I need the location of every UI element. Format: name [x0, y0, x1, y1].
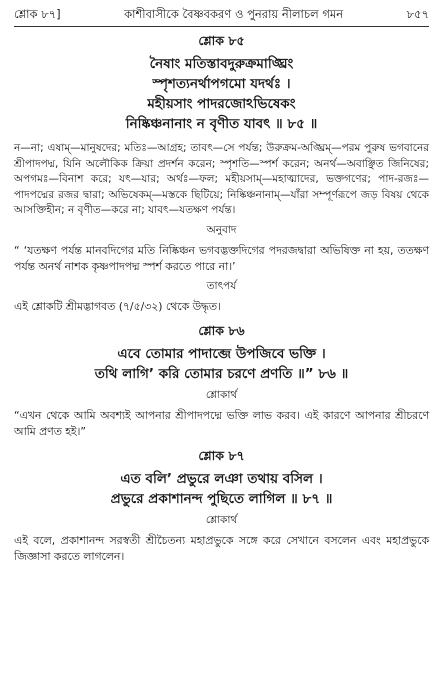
- verse-section-85: [14, 33, 429, 315]
- word-synonyms: ন—না; এষাম্—মানুষদের; মতিঃ—আগ্রহ; তাবৎ—সে পর্যন্ত; উরুক্রম-অঙ্ঘ্রিম্—পরম পুরুষ ভগবানের শ্রীপাদপদ্ম, যিনি অলৌকিক ক্রিয়া প্রদর্শন করেন; স্পৃশতি—স্পর্শ করেন; অনর্থ—অবাঞ্ছিত জিনিষের; অপগমঃ—বিনাশ করে; যৎ—যার; অর্থঃ—ফল; মহীয়সাম্—মহাত্মাদের, ভক্তগণের; পাদ-রজঃ—পাদপদ্মের রজর দ্বারা; অভিষেকম্—মস্তকে ছিটিয়ে; নিষ্কিঞ্চনানাম্—যাঁরা সম্পূর্ণরূপে জড় বিষয় থেকে আসক্তিহীন; ন বৃণীত—করে না; যাবৎ—যতক্ষণ পর্যন্ত।: [14, 142, 429, 216]
- purport-text: এই শ্লোকটি শ্রীমদ্ভাগবত (৭/৫/৩২) থেকে উদ্ধৃত।: [14, 299, 221, 313]
- verse-line: প্রভুরে প্রকাশানন্দ পুছিতে লাগিল ॥ ৮৭ ॥: [110, 490, 333, 507]
- running-header: [14, 6, 429, 24]
- header-rule: [14, 26, 429, 27]
- translation-label: শ্লোকার্থ: [205, 388, 238, 401]
- header-chapter-title: কাশীবাসীকে বৈষ্ণবকরণ ও পুনরায় নীলাচল গমন: [124, 7, 344, 21]
- verse-line: স্পৃশত্যনর্থাপগমো যদর্থঃ ।: [152, 76, 291, 92]
- verse-section-87: [14, 448, 429, 565]
- verse-heading: শ্লোক ৮৬: [198, 322, 245, 338]
- verse-line: মহীয়সাং পাদরজোঽভিষেকং: [147, 96, 296, 112]
- verse-line: এবে তোমার পাদাব্জে উপজিবে ভক্তি ।: [117, 345, 326, 362]
- verse-section-86: [14, 323, 429, 440]
- translation-text: এই বলে, প্রকাশানন্দ সরস্বতী শ্রীচৈতন্য মহাপ্রভুকে সঙ্গে করে সেখানে বসলেন এবং মহাপ্রভুকে জিজ্ঞাসা করতে লাগলেন।: [14, 533, 429, 563]
- translation-text: “এখন থেকে আমি অবশ্যই আপনার শ্রীপাদপদ্মে ভক্তি লাভ করব। এই কারণে আপনার শ্রীচরণে আমি প্রণত হই।”: [14, 408, 429, 438]
- verse-line: তথি লাগি’ করি তোমার চরণে প্রণতি ॥” ৮৬ ॥: [94, 365, 349, 382]
- translation-label: অনুবাদ: [206, 223, 237, 236]
- translation-text: “ ‘যতক্ষণ পর্যন্ত মানবদিগের মতি নিষ্কিঞ্চন ভগবদ্ভক্তদিগের পদরজদ্বারা অভিষিক্ত না হয়, ততক্ষণ পর্যন্ত অনর্থ নাশক কৃষ্ণপাদপদ্ম স্পর্শ করতে পারে না।’: [14, 243, 429, 273]
- verse-line: নৈষাং মতিস্তাবদুরুক্রমাঙ্ঘ্রিং: [149, 56, 294, 72]
- verse-heading: শ্লোক ৮৭: [198, 447, 245, 463]
- header-verse-ref: শ্লোক ৮৭]: [14, 7, 61, 21]
- verse-heading: শ্লোক ৮৫: [198, 33, 245, 48]
- translation-label: শ্লোকার্থ: [205, 513, 238, 526]
- page-number: ৮৫৭: [406, 7, 429, 21]
- verse-line: এত বলি’ প্রভুরে লঞা তথায় বসিল ।: [120, 470, 323, 487]
- verse-line: নিষ্কিঞ্চনানাং ন বৃণীত যাবৎ ॥ ৮৫ ॥: [125, 116, 318, 132]
- purport-label: তাৎপর্য: [206, 279, 237, 292]
